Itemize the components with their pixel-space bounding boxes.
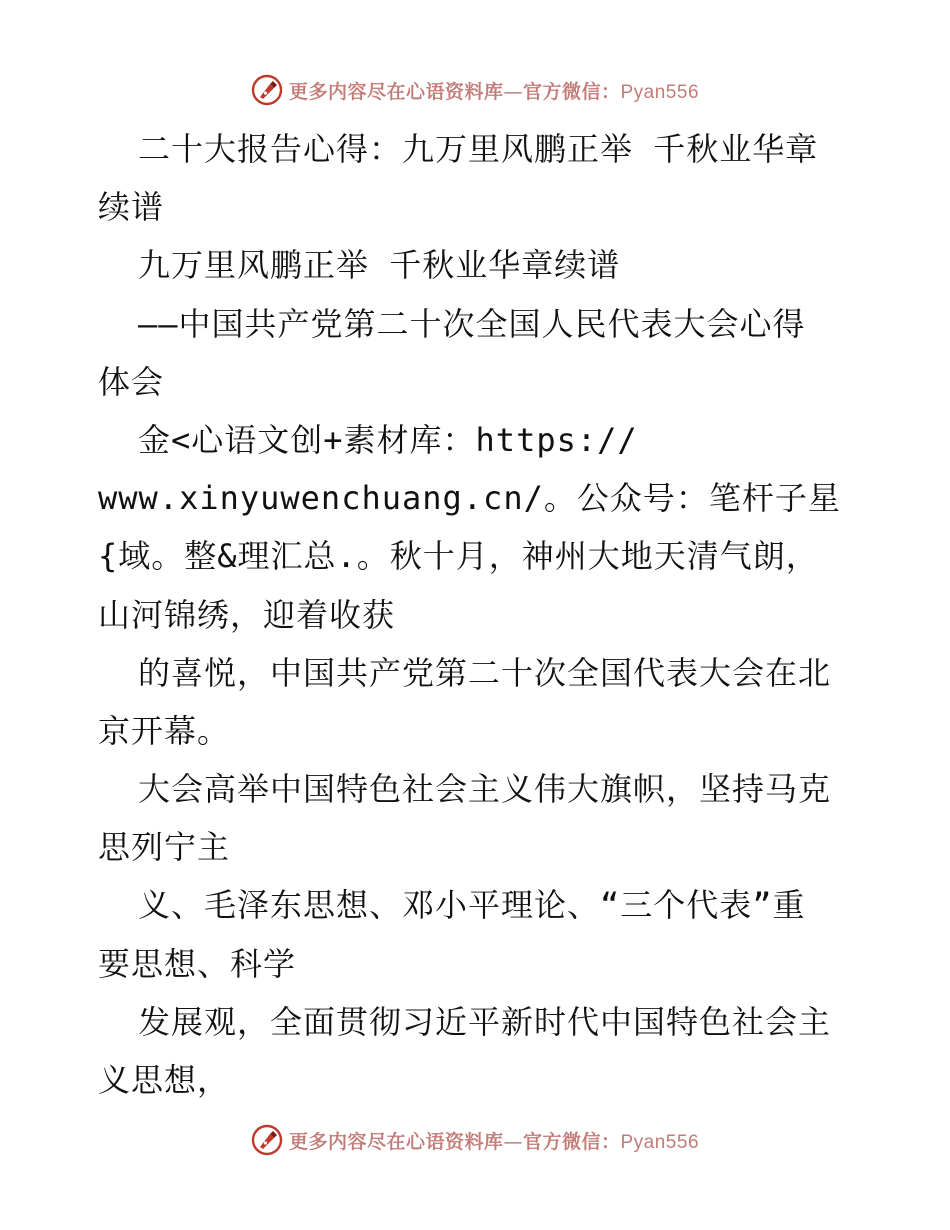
text-line: {域。整&理汇总.。秋十月，神州大地天清气朗，: [98, 537, 819, 576]
pen-nib-logo-icon: [251, 1124, 283, 1156]
text-line: 金<心语文创+素材库：https://: [138, 420, 638, 459]
banner-wechat-id: Pyan556: [620, 81, 700, 103]
text-line: 二十大报告心得：九万里风鹏正举 千秋业华章: [138, 130, 819, 168]
pen-nib-logo-icon: [251, 74, 283, 106]
text-line: 山河锦绣，迎着收获: [98, 595, 396, 634]
text-line: 义、毛泽东思想、邓小平理论、“三个代表”重: [138, 886, 806, 925]
banner-text: [289, 77, 699, 104]
banner-brand-text: 更多内容尽在心语资料库: [288, 80, 504, 103]
banner-text: [289, 1127, 699, 1154]
text-line: www.xinyuwenchuang.cn/。公众号：笔杆子星: [98, 479, 841, 518]
header-banner: [0, 68, 950, 112]
text-line: 大会高举中国特色社会主义伟大旗帜，坚持马克: [138, 770, 832, 809]
text-line: 体会: [98, 362, 165, 401]
text-line: 发展观，全面贯彻习近平新时代中国特色社会主: [138, 1002, 832, 1041]
banner-wechat-id: Pyan556: [620, 1131, 700, 1153]
text-line: ——中国共产党第二十次全国人民代表大会心得: [138, 304, 806, 343]
text-line: 思列宁主: [98, 828, 231, 867]
text-line: 京开幕。: [98, 711, 231, 750]
banner-official-label: 官方微信：: [522, 80, 621, 103]
text-line: 九万里风鹏正举 千秋业华章续谱: [138, 246, 621, 285]
text-line: 续谱: [98, 188, 165, 227]
footer-banner: [0, 1118, 950, 1162]
document-body: [98, 120, 858, 1110]
text-line: 要思想、科学: [98, 944, 297, 983]
banner-brand-text: 更多内容尽在心语资料库: [288, 1130, 504, 1153]
banner-separator: —: [503, 80, 523, 103]
banner-separator: —: [503, 1130, 523, 1153]
text-line: 义思想，: [98, 1061, 231, 1099]
text-line: 的喜悦，中国共产党第二十次全国代表大会在北: [138, 653, 832, 692]
banner-official-label: 官方微信：: [522, 1130, 621, 1153]
